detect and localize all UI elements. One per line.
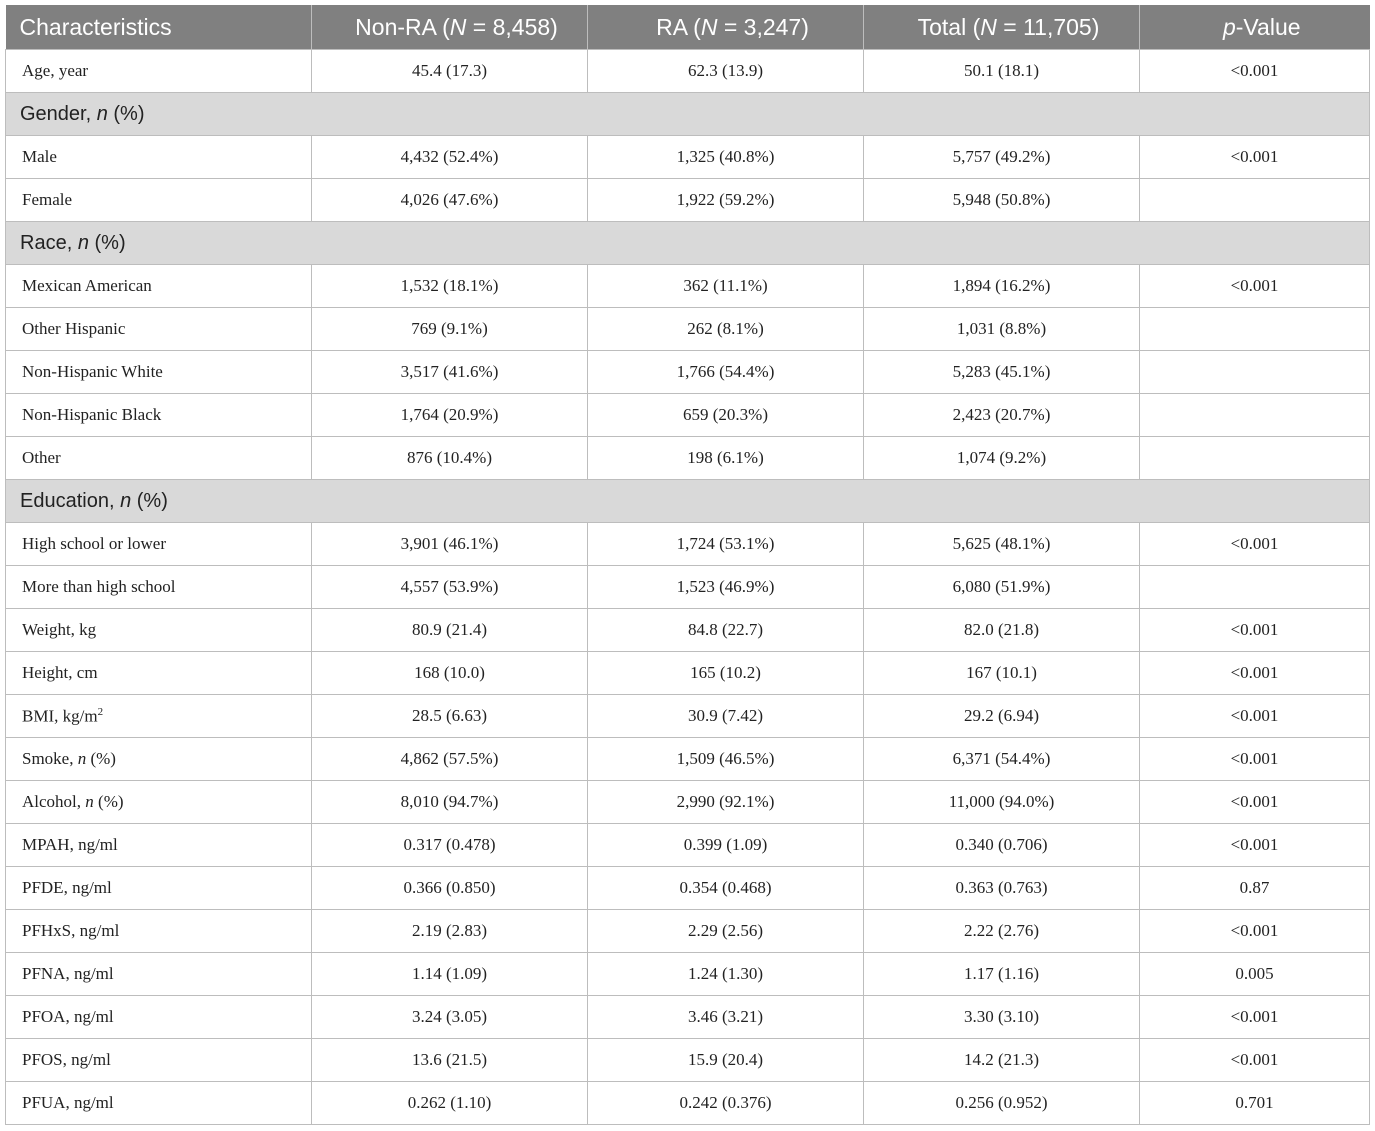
cell-total: 14.2 (21.3) [864,1039,1140,1082]
cell-total: 50.1 (18.1) [864,50,1140,93]
header-non-ra: Non-RA (N = 8,458) [312,5,588,50]
cell-non-ra: 769 (9.1%) [312,308,588,351]
cell-total: 167 (10.1) [864,652,1140,695]
cell-ra: 1,766 (54.4%) [588,351,864,394]
row-label: Smoke, n (%) [6,738,312,781]
table-row [6,738,1370,781]
cell-non-ra: 1.14 (1.09) [312,953,588,996]
table-row [6,265,1370,308]
cell-total: 1,031 (8.8%) [864,308,1140,351]
cell-p-value: <0.001 [1140,781,1370,824]
table-row [6,437,1370,480]
cell-p-value: 0.005 [1140,953,1370,996]
table-row [6,566,1370,609]
cell-ra: 62.3 (13.9) [588,50,864,93]
cell-non-ra: 3,901 (46.1%) [312,523,588,566]
cell-non-ra: 4,026 (47.6%) [312,179,588,222]
cell-total: 5,948 (50.8%) [864,179,1140,222]
cell-non-ra: 8,010 (94.7%) [312,781,588,824]
table-row [6,179,1370,222]
row-label: Alcohol, n (%) [6,781,312,824]
cell-total: 3.30 (3.10) [864,996,1140,1039]
cell-non-ra: 1,532 (18.1%) [312,265,588,308]
table-row [6,953,1370,996]
row-label: Other [6,437,312,480]
cell-total: 11,000 (94.0%) [864,781,1140,824]
cell-p-value: <0.001 [1140,910,1370,953]
cell-non-ra: 0.366 (0.850) [312,867,588,910]
cell-p-value: <0.001 [1140,652,1370,695]
characteristics-table [5,5,1370,1125]
row-label: Male [6,136,312,179]
table-row [6,136,1370,179]
cell-ra: 0.354 (0.468) [588,867,864,910]
cell-total: 6,080 (51.9%) [864,566,1140,609]
table-header [6,5,1370,50]
cell-total: 2.22 (2.76) [864,910,1140,953]
header-row [6,5,1370,50]
header-p-value: p-Value [1140,5,1370,50]
cell-non-ra: 0.317 (0.478) [312,824,588,867]
table-row [6,351,1370,394]
cell-total: 0.340 (0.706) [864,824,1140,867]
row-label: PFDE, ng/ml [6,867,312,910]
cell-total: 1,894 (16.2%) [864,265,1140,308]
section-label: Gender, n (%) [6,93,1370,136]
cell-total: 5,283 (45.1%) [864,351,1140,394]
cell-total: 0.256 (0.952) [864,1082,1140,1125]
row-label: Weight, kg [6,609,312,652]
cell-ra: 1,922 (59.2%) [588,179,864,222]
cell-total: 1,074 (9.2%) [864,437,1140,480]
cell-ra: 3.46 (3.21) [588,996,864,1039]
table-row [6,1082,1370,1125]
header-characteristics: Characteristics [6,5,312,50]
cell-ra: 198 (6.1%) [588,437,864,480]
cell-ra: 165 (10.2) [588,652,864,695]
row-label: Mexican American [6,265,312,308]
section-header-row [6,222,1370,265]
cell-ra: 362 (11.1%) [588,265,864,308]
cell-total: 2,423 (20.7%) [864,394,1140,437]
table-row [6,394,1370,437]
cell-ra: 30.9 (7.42) [588,695,864,738]
table-row [6,523,1370,566]
row-label: More than high school [6,566,312,609]
header-total: Total (N = 11,705) [864,5,1140,50]
table-row [6,50,1370,93]
cell-non-ra: 0.262 (1.10) [312,1082,588,1125]
cell-non-ra: 4,862 (57.5%) [312,738,588,781]
cell-p-value: <0.001 [1140,136,1370,179]
cell-total: 82.0 (21.8) [864,609,1140,652]
cell-non-ra: 2.19 (2.83) [312,910,588,953]
table-row [6,609,1370,652]
row-label: High school or lower [6,523,312,566]
table-row [6,996,1370,1039]
row-label: PFNA, ng/ml [6,953,312,996]
section-header-row [6,480,1370,523]
cell-total: 5,757 (49.2%) [864,136,1140,179]
table-row [6,308,1370,351]
table-body [6,50,1370,1125]
cell-non-ra: 3.24 (3.05) [312,996,588,1039]
cell-non-ra: 13.6 (21.5) [312,1039,588,1082]
characteristics-table-container [5,5,1369,1125]
cell-p-value [1140,394,1370,437]
row-label: PFHxS, ng/ml [6,910,312,953]
section-header-row [6,93,1370,136]
cell-ra: 1.24 (1.30) [588,953,864,996]
row-label: MPAH, ng/ml [6,824,312,867]
cell-ra: 2.29 (2.56) [588,910,864,953]
cell-ra: 84.8 (22.7) [588,609,864,652]
cell-non-ra: 168 (10.0) [312,652,588,695]
cell-non-ra: 4,557 (53.9%) [312,566,588,609]
table-row [6,652,1370,695]
cell-non-ra: 876 (10.4%) [312,437,588,480]
cell-p-value: <0.001 [1140,996,1370,1039]
row-label: Age, year [6,50,312,93]
row-label: PFUA, ng/ml [6,1082,312,1125]
cell-ra: 1,724 (53.1%) [588,523,864,566]
header-ra: RA (N = 3,247) [588,5,864,50]
cell-p-value: 0.701 [1140,1082,1370,1125]
cell-p-value: <0.001 [1140,824,1370,867]
cell-non-ra: 3,517 (41.6%) [312,351,588,394]
table-row [6,867,1370,910]
cell-total: 6,371 (54.4%) [864,738,1140,781]
cell-p-value: <0.001 [1140,609,1370,652]
cell-ra: 1,325 (40.8%) [588,136,864,179]
cell-p-value [1140,351,1370,394]
cell-ra: 1,509 (46.5%) [588,738,864,781]
cell-total: 0.363 (0.763) [864,867,1140,910]
cell-total: 5,625 (48.1%) [864,523,1140,566]
row-label: Non-Hispanic White [6,351,312,394]
cell-p-value: <0.001 [1140,523,1370,566]
row-label: Non-Hispanic Black [6,394,312,437]
row-label: Height, cm [6,652,312,695]
cell-p-value [1140,437,1370,480]
cell-ra: 262 (8.1%) [588,308,864,351]
cell-ra: 659 (20.3%) [588,394,864,437]
cell-p-value: <0.001 [1140,695,1370,738]
cell-non-ra: 28.5 (6.63) [312,695,588,738]
cell-p-value: 0.87 [1140,867,1370,910]
row-label: PFOS, ng/ml [6,1039,312,1082]
cell-p-value [1140,308,1370,351]
cell-total: 1.17 (1.16) [864,953,1140,996]
table-row [6,910,1370,953]
row-label: PFOA, ng/ml [6,996,312,1039]
cell-ra: 0.399 (1.09) [588,824,864,867]
cell-p-value: <0.001 [1140,738,1370,781]
cell-ra: 2,990 (92.1%) [588,781,864,824]
table-row [6,781,1370,824]
section-label: Race, n (%) [6,222,1370,265]
table-row [6,824,1370,867]
cell-non-ra: 1,764 (20.9%) [312,394,588,437]
cell-non-ra: 80.9 (21.4) [312,609,588,652]
cell-ra: 15.9 (20.4) [588,1039,864,1082]
table-row [6,695,1370,738]
table-row [6,1039,1370,1082]
cell-p-value: <0.001 [1140,50,1370,93]
cell-ra: 0.242 (0.376) [588,1082,864,1125]
cell-p-value [1140,566,1370,609]
row-label: Female [6,179,312,222]
row-label: BMI, $kg/m^2$ [6,695,312,738]
row-label: Other Hispanic [6,308,312,351]
cell-total: 29.2 (6.94) [864,695,1140,738]
cell-p-value: <0.001 [1140,1039,1370,1082]
cell-ra: 1,523 (46.9%) [588,566,864,609]
cell-p-value: <0.001 [1140,265,1370,308]
section-label: Education, n (%) [6,480,1370,523]
cell-non-ra: 4,432 (52.4%) [312,136,588,179]
cell-p-value [1140,179,1370,222]
cell-non-ra: 45.4 (17.3) [312,50,588,93]
